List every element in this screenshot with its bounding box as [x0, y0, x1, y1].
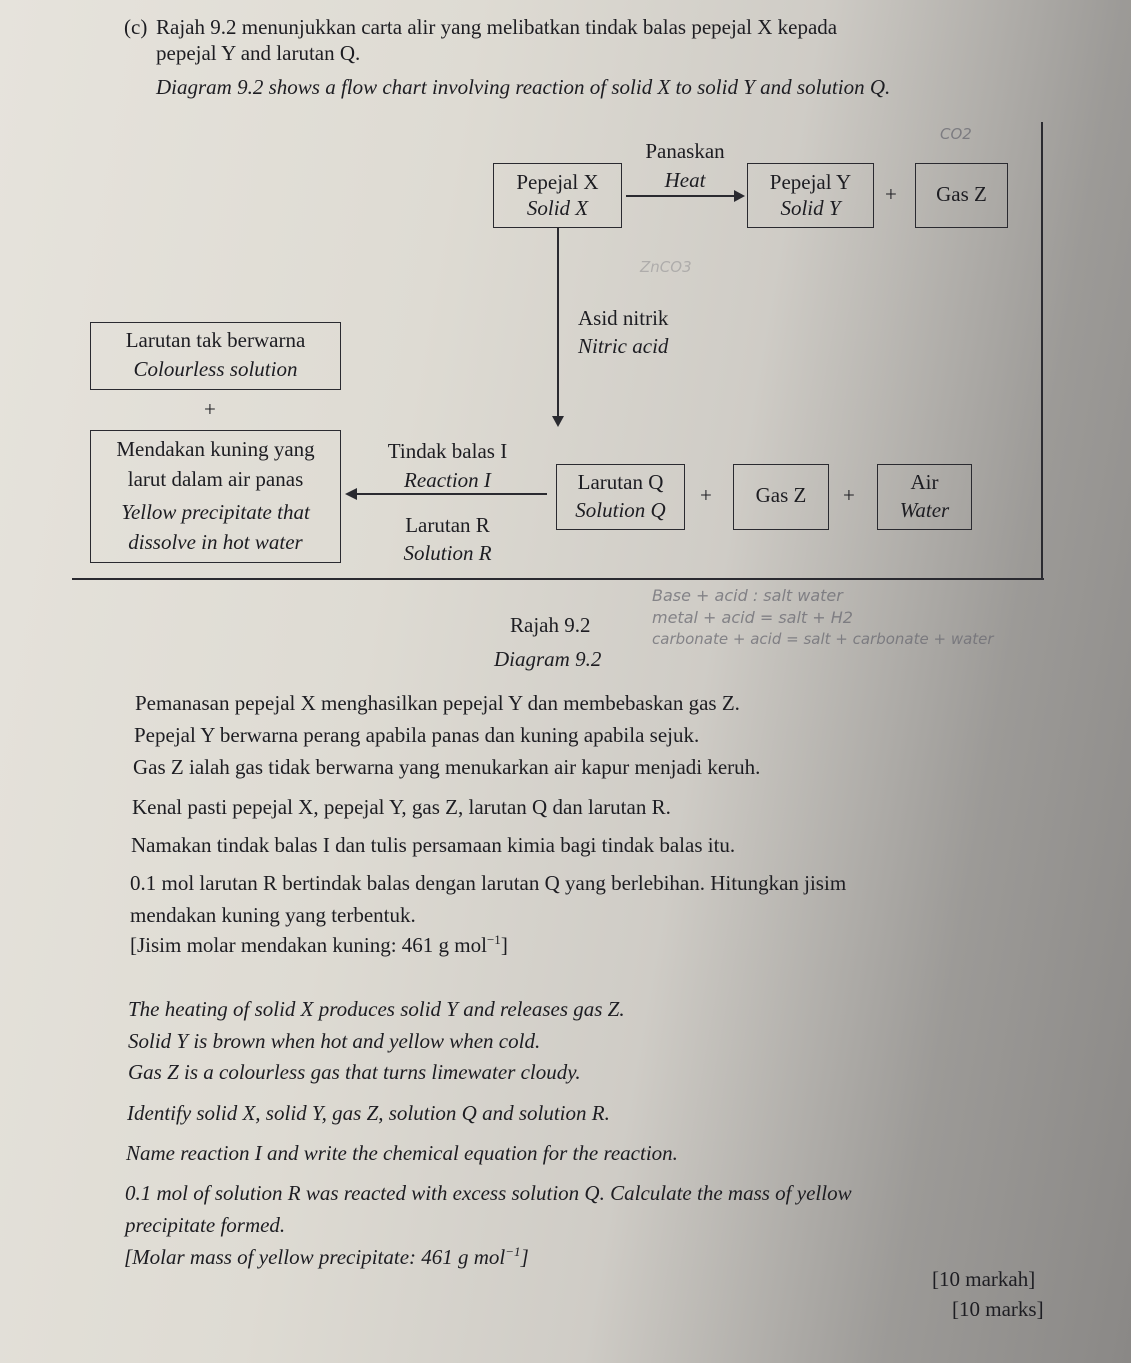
malay-molar-mass [130, 932, 508, 958]
frame-right [1041, 122, 1043, 580]
diagram-caption-malay: Rajah 9.2 [510, 613, 591, 637]
english-molar-close: ] [520, 1245, 529, 1269]
acid-arrow-head [552, 416, 564, 427]
plus-sign-bottom-1: + [700, 483, 712, 507]
yellow-english-line-1: Yellow precipitate that [121, 500, 310, 524]
marks-english: [10 marks] [952, 1297, 1044, 1321]
solution-q-box [556, 464, 685, 530]
acid-label-english: Nitric acid [578, 334, 669, 358]
plus-sign-top: + [885, 182, 897, 206]
diagram-caption-english: Diagram 9.2 [494, 647, 602, 671]
colourless-solution-box [90, 322, 341, 390]
solid-x-box [493, 163, 622, 228]
english-body-7: precipitate formed. [125, 1213, 286, 1237]
yellow-malay-line-1: Mendakan kuning yang [116, 437, 315, 461]
solid-y-box [747, 163, 874, 228]
malay-body-7: mendakan kuning yang terbentuk. [130, 903, 416, 927]
gas-z-box-top [915, 163, 1008, 228]
solution-q-english: Solution Q [575, 498, 666, 522]
acid-arrow [557, 228, 559, 418]
question-label: (c) [124, 15, 148, 39]
reaction-arrow [356, 493, 547, 495]
solution-r-english: Solution R [403, 541, 492, 565]
handwriting-corner: CO2 [940, 125, 972, 143]
malay-body-6: 0.1 mol larutan R bertindak balas dengan larutan Q yang berlebihan. Hitungkan jisim [130, 871, 847, 895]
water-box [877, 464, 972, 530]
english-body-1: The heating of solid X produces solid Y and releases gas Z. [128, 997, 625, 1021]
plus-sign-left: + [204, 397, 216, 421]
frame-bottom [72, 578, 1044, 580]
yellow-precipitate-box [90, 430, 341, 563]
colourless-english: Colourless solution [133, 357, 298, 381]
malay-body-5: Namakan tindak balas I dan tulis persamaan kimia bagi tindak balas itu. [131, 833, 736, 857]
reaction-label-english: Reaction I [404, 468, 491, 492]
gas-z-label-top: Gas Z [936, 182, 987, 206]
heat-label-malay: Panaskan [645, 139, 725, 163]
english-molar-text: [Molar mass of yellow precipitate: 461 g mol [124, 1245, 506, 1269]
solid-y-malay: Pepejal Y [769, 170, 852, 194]
malay-intro-line-1: Rajah 9.2 menunjukkan carta alir yang melibatkan tindak balas pepejal X kepada [156, 15, 838, 39]
gas-z-box-bottom [733, 464, 829, 530]
heat-arrow [626, 195, 736, 197]
heat-label-english: Heat [664, 168, 706, 192]
gas-z-label-bottom: Gas Z [755, 483, 807, 507]
solid-y-english: Solid Y [780, 196, 841, 220]
solid-x-malay: Pepejal X [516, 170, 599, 194]
yellow-malay-line-2: larut dalam air panas [127, 467, 304, 491]
solid-x-english: Solid X [526, 196, 589, 220]
malay-molar-close: ] [500, 933, 508, 957]
acid-label-malay: Asid nitrik [578, 306, 669, 330]
colourless-malay: Larutan tak berwarna [125, 328, 306, 352]
english-molar-exponent: −1 [505, 1244, 521, 1259]
handwriting-line-3: carbonate + acid = salt + carbonate + water [652, 630, 994, 648]
english-body-3: Gas Z is a colourless gas that turns limewater cloudy. [128, 1060, 581, 1084]
english-molar-mass [124, 1244, 529, 1270]
reaction-label-malay: Tindak balas I [387, 439, 508, 463]
heat-arrow-head [734, 190, 745, 202]
malay-body-4: Kenal pasti pepejal X, pepejal Y, gas Z, larutan Q dan larutan R. [132, 795, 671, 819]
malay-molar-exponent: −1 [486, 932, 501, 947]
malay-body-3: Gas Z ialah gas tidak berwarna yang menukarkan air kapur menjadi keruh. [133, 755, 761, 779]
reaction-arrow-head [345, 488, 357, 500]
english-intro: Diagram 9.2 shows a flow chart involving reaction of solid X to solid Y and solution Q. [156, 75, 891, 99]
malay-body-2: Pepejal Y berwarna perang apabila panas dan kuning apabila sejuk. [134, 723, 700, 747]
handwriting-line-1: Base + acid : salt water [652, 586, 843, 605]
handwriting-mid: ZnCO3 [640, 258, 692, 276]
water-malay: Air [910, 470, 939, 494]
yellow-english-line-2: dissolve in hot water [128, 530, 303, 554]
english-body-2: Solid Y is brown when hot and yellow when cold. [128, 1029, 541, 1053]
english-body-6: 0.1 mol of solution R was reacted with excess solution Q. Calculate the mass of yellow [125, 1181, 852, 1205]
english-body-5: Name reaction I and write the chemical equation for the reaction. [126, 1141, 678, 1165]
solution-r-malay: Larutan R [405, 513, 490, 537]
marks-malay: [10 markah] [932, 1267, 1036, 1291]
malay-intro-line-2: pepejal Y and larutan Q. [156, 41, 361, 65]
handwriting-line-2: metal + acid = salt + H2 [652, 608, 853, 627]
water-english: Water [899, 498, 950, 522]
english-body-4: Identify solid X, solid Y, gas Z, solution Q and solution R. [127, 1101, 610, 1125]
plus-sign-bottom-2: + [843, 483, 855, 507]
solution-q-malay: Larutan Q [577, 470, 664, 494]
malay-body-1: Pemanasan pepejal X menghasilkan pepejal Y dan membebaskan gas Z. [135, 691, 740, 715]
malay-molar-text: [Jisim molar mendakan kuning: 461 g mol [130, 933, 487, 957]
